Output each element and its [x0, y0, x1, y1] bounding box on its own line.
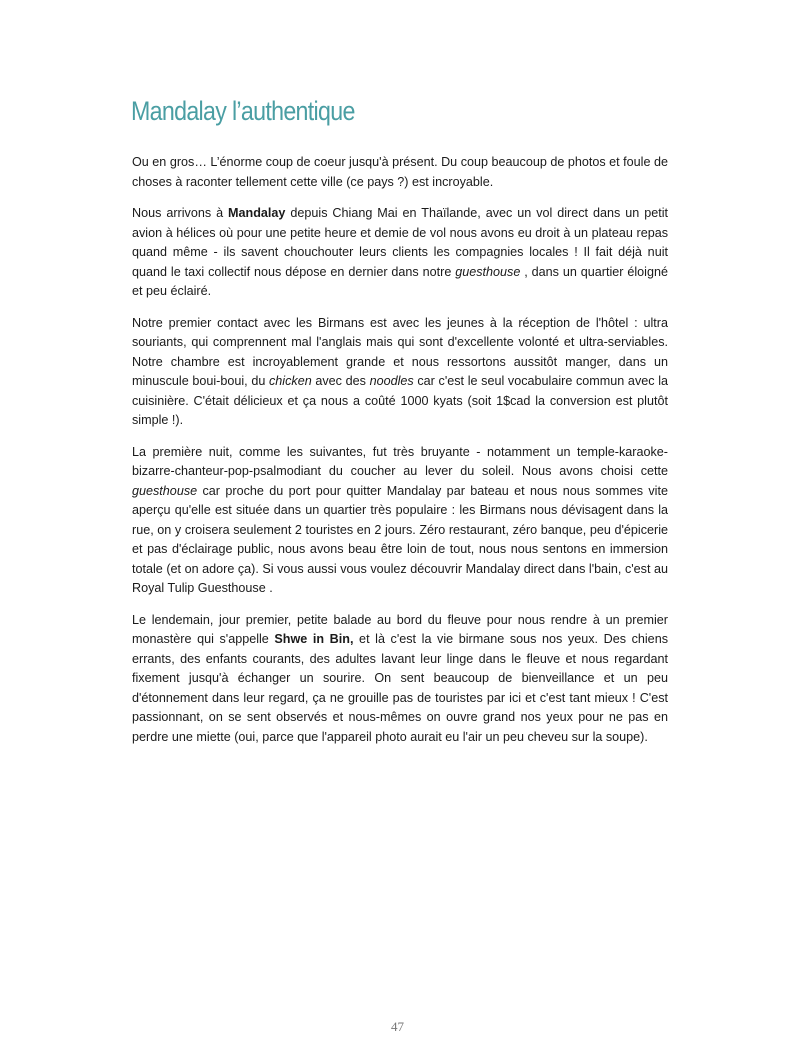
paragraph-text: depuis Chiang Mai en Thaïlande, avec un vol direct dans un petit avion à hélices où pour une petite heure et demie de vol nous avons eu droit à un plateau repas quand même - ils savent chouchouter leurs clients les compagnies locales ! Il fait déjà nuit quand le taxi collectif nous dépose en dernier dans notre: [132, 206, 668, 279]
paragraph-text: Nous arrivons à: [132, 206, 229, 220]
paragraph-text: car c'est le seul vocabulaire commun avec la cuisinière. C'était délicieux et ça nous a coûté 1000 kyats (soit 1$cad la conversion est plutôt simple !).: [132, 374, 668, 427]
paragraph-first-contact: [132, 314, 668, 431]
italic-term-guesthouse: guesthouse: [132, 483, 198, 498]
paragraph-text: avec des: [311, 374, 370, 388]
paragraph-text: Le lendemain, jour premier, petite balade au bord du fleuve pour nous rendre à un premier monastère qui s'appelle: [132, 612, 668, 646]
place-name-mandalay: Mandalay: [228, 206, 286, 220]
paragraph-next-day: [132, 611, 668, 748]
paragraph-text: car proche du port pour quitter Mandalay par bateau et nous nous sommes vite aperçu qu'elle est située dans un quartier très populaire : les Birmans nous dévisagent dans la rue, on y croisera seulement 2 touristes en 2 jours. Zéro restaurant, zéro banque, peu d'épicerie et pas d'éclairage public, nous avons beau être loin de tout, nous nous sentons en immersion totale (et on adore ça). Si vous aussi vous voulez découvrir Mandalay direct dans l'bain, c'est au Royal Tulip Guesthouse .: [132, 483, 668, 595]
paragraph-arrival: [132, 204, 668, 302]
italic-term-noodles: noodles: [369, 374, 414, 388]
paragraph-intro: [132, 153, 668, 192]
paragraph-text: , dans un quartier éloigné et peu éclairé.: [132, 264, 668, 298]
page-title: Mandalay l’authentique: [131, 96, 355, 126]
place-name-shwe-in-bin: Shwe in Bin,: [274, 632, 354, 646]
paragraph-text: Notre premier contact avec les Birmans est avec les jeunes à la réception de l'hôtel : ultra souriants, qui comprennent mal l'anglais mais qui sont d'excellente volonté et ultra-serviables. Notre chambre est incroyablement grande et nous ressortons aussitôt manger, dans un minuscule boui-boui, du: [132, 315, 668, 388]
paragraph-text: La première nuit, comme les suivantes, fut très bruyante - notamment un temple-karaoke-bizarre-chanteur-pop-psalmodiant du coucher au lever du soleil. Nous avons choisi cette: [132, 444, 668, 478]
paragraph-first-night: [132, 443, 668, 599]
paragraph-text: et là c'est la vie birmane sous nos yeux. Des chiens errants, des enfants courants, des adultes lavant leur linge dans le fleuve et nous regardant fixement jusqu'à échanger un sourire. On sent beaucoup de bienveillance et un peu d'étonnement dans leur regard, ça ne grouille pas de touristes par ici et c'est tant mieux ! C'est passionnant, on se sent observés et nous-mêmes on ouvre grand nos yeux pour ne pas en perdre une miette (oui, parce que l'appareil photo aurait eu l'air un peu cheveu sur la soupe).: [132, 632, 668, 744]
page-number: 47: [391, 1019, 404, 1034]
italic-term-guesthouse: guesthouse: [455, 264, 521, 279]
italic-term-chicken: chicken: [269, 374, 312, 388]
paragraph-text: Ou en gros… L’énorme coup de coeur jusqu'à présent. Du coup beaucoup de photos et foule de choses à raconter tellement cette ville (ce pays ?) est incroyable.: [132, 155, 668, 189]
article-body: [132, 153, 668, 759]
